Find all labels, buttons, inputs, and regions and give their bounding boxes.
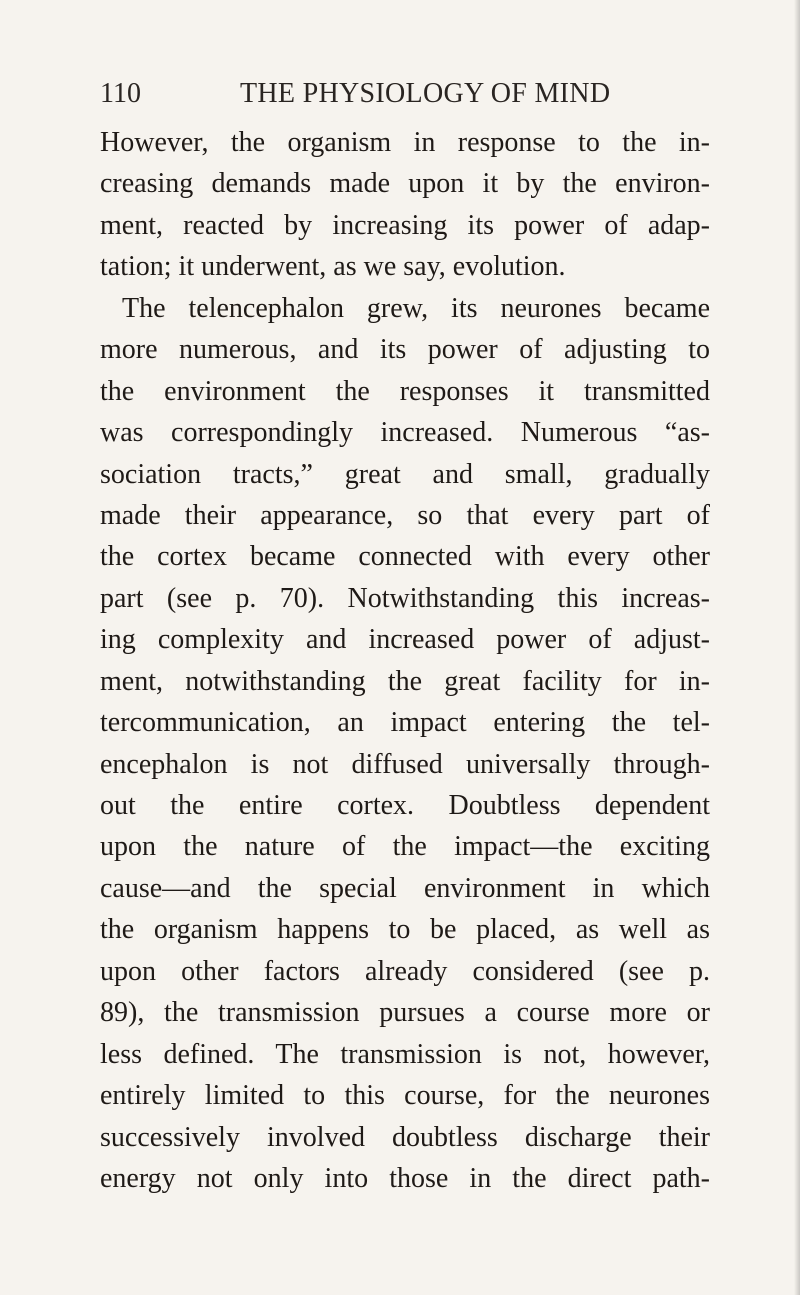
text-line: the organism happens to be placed, as well as — [100, 914, 710, 946]
text-line: energy not only into those in the direct path- — [100, 1162, 710, 1194]
text-line: 89), the transmission pursues a course more or — [100, 997, 710, 1029]
text-line: sociation tracts,” great and small, gradually — [100, 458, 710, 490]
text-line: successively involved doubtless discharge their — [100, 1121, 710, 1153]
text-line: The telencephalon grew, its neurones became — [122, 292, 710, 324]
running-head — [100, 74, 700, 114]
text-line: upon the nature of the impact—the exciting — [100, 831, 710, 863]
page-edge-shadow — [794, 0, 800, 1295]
body-text — [100, 122, 710, 1199]
text-line: ing complexity and increased power of adjust- — [100, 624, 710, 656]
page-number: 110 — [100, 78, 141, 109]
text-line: part (see p. 70). Notwithstanding this increas- — [100, 582, 710, 614]
text-line: the cortex became connected with every other — [100, 541, 710, 573]
text-line: tation; it underwent, as we say, evolution. — [100, 251, 566, 283]
text-line: ment, notwithstanding the great facility for in- — [100, 665, 710, 697]
text-line: However, the organism in response to the in- — [100, 127, 710, 158]
text-line: the environment the responses it transmitted — [100, 375, 710, 407]
text-line: was correspondingly increased. Numerous “as- — [100, 417, 710, 449]
text-line: creasing demands made upon it by the environ- — [100, 168, 710, 200]
text-line: tercommunication, an impact entering the tel- — [100, 707, 710, 739]
text-line: ment, reacted by increasing its power of adap- — [100, 209, 710, 241]
running-title: THE PHYSIOLOGY OF MIND — [240, 78, 611, 109]
text-line: cause—and the special environment in which — [100, 872, 710, 904]
text-line: out the entire cortex. Doubtless dependent — [100, 790, 710, 821]
text-line: less defined. The transmission is not, however, — [100, 1038, 710, 1070]
text-line: entirely limited to this course, for the neurones — [100, 1080, 710, 1112]
text-line: encephalon is not diffused universally through- — [100, 748, 710, 780]
text-line: upon other factors already considered (see p. — [100, 955, 710, 987]
text-line: made their appearance, so that every part of — [100, 499, 710, 531]
text-line: more numerous, and its power of adjusting to — [100, 334, 710, 366]
